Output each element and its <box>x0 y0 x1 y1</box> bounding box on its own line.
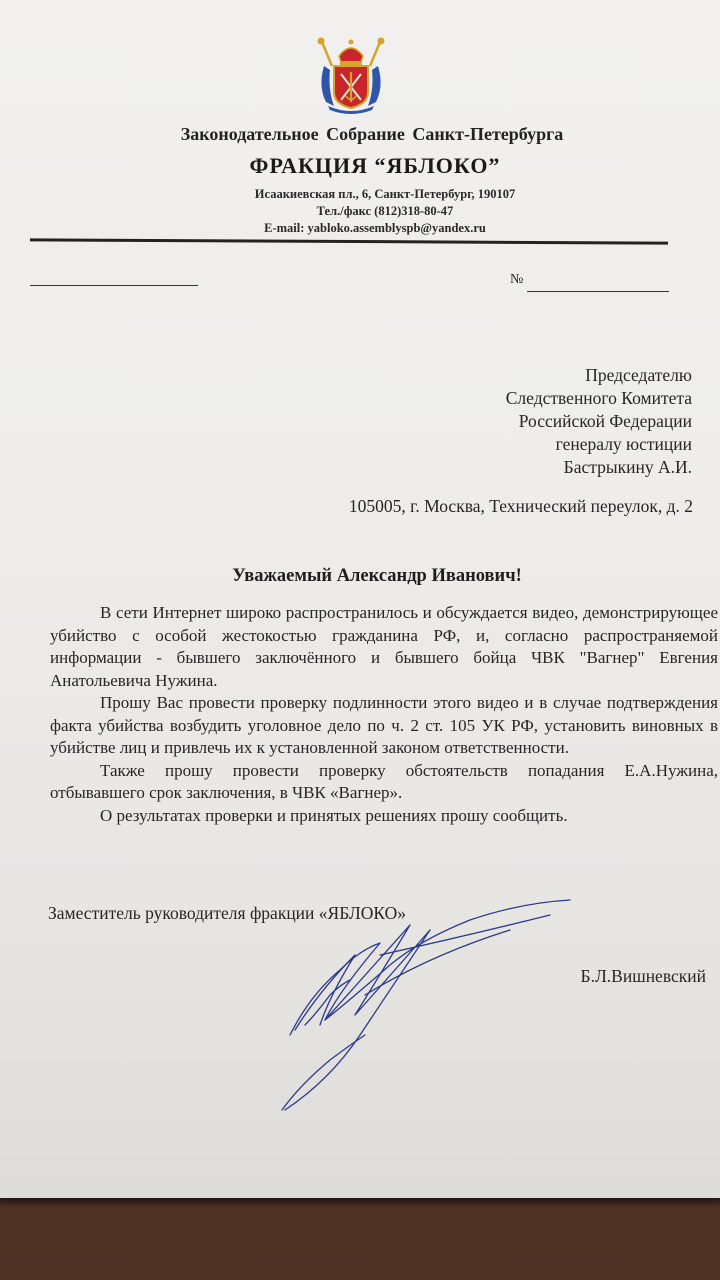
signer-name: Б.Л.Вишневский <box>580 966 706 986</box>
signer-title: Заместитель руководителя фракции «ЯБЛОКО» <box>48 903 406 923</box>
addressee-line: Следственного Комитета <box>505 388 692 408</box>
organization-name: Законодательное Собрание Санкт-Петербурга <box>180 124 564 144</box>
addressee-line: Председателю <box>585 365 692 385</box>
number-blank-line <box>527 291 669 292</box>
addressee-line: генералу юстиции <box>555 434 692 454</box>
addressee-line: Российской Федерации <box>518 411 692 431</box>
paper-edge-shadow <box>0 1198 720 1208</box>
date-blank-line <box>30 285 198 286</box>
letterhead-divider <box>30 238 668 244</box>
st-petersburg-coat-of-arms-icon <box>312 36 390 114</box>
handwritten-signature <box>270 895 600 1130</box>
letterhead-address: Исаакиевская пл., 6, Санкт-Петербург, 190107 <box>254 187 516 201</box>
fraction-name: ФРАКЦИЯ “ЯБЛОКО” <box>249 153 501 178</box>
body-paragraph: В сети Интернет широко распространилось и обсуждается видео, демонстрирующее убийство с особой жестокостью гражданина РФ, и, согласно распространяемой информации - бывшего заключённого и бывшего бойца ЧВК "Вагнер" Евгения Анатольевича Нужина. <box>50 603 718 690</box>
body-paragraph: Также прошу провести проверку обстоятельств попадания Е.А.Нужина, отбывавшего срок заключения, в ЧВК «Вагнер». <box>50 760 718 802</box>
body-paragraph: Прошу Вас провести проверку подлинности этого видео и в случае подтверждения факта убийства возбудить уголовное дело по ч. 2 ст. 105 УК РФ, установить виновных в убийстве лиц и привлечь их к установленной законом ответственности. <box>50 693 718 757</box>
number-label: № <box>510 272 524 287</box>
letterhead-email: E-mail: yabloko.assemblyspb@yandex.ru <box>264 221 486 235</box>
addressee-block <box>506 364 692 479</box>
addressee-address: 105005, г. Москва, Технический переулок, д. 2 <box>348 496 693 516</box>
body-paragraph: О результатах проверки и принятых решениях прошу сообщить. <box>100 805 568 825</box>
letterhead-phone: Тел./факс (812)318-80-47 <box>316 204 454 218</box>
letter-body <box>50 602 718 827</box>
salutation: Уважаемый Александр Иванович! <box>232 566 522 586</box>
addressee-line: Бастрыкину А.И. <box>563 457 692 477</box>
